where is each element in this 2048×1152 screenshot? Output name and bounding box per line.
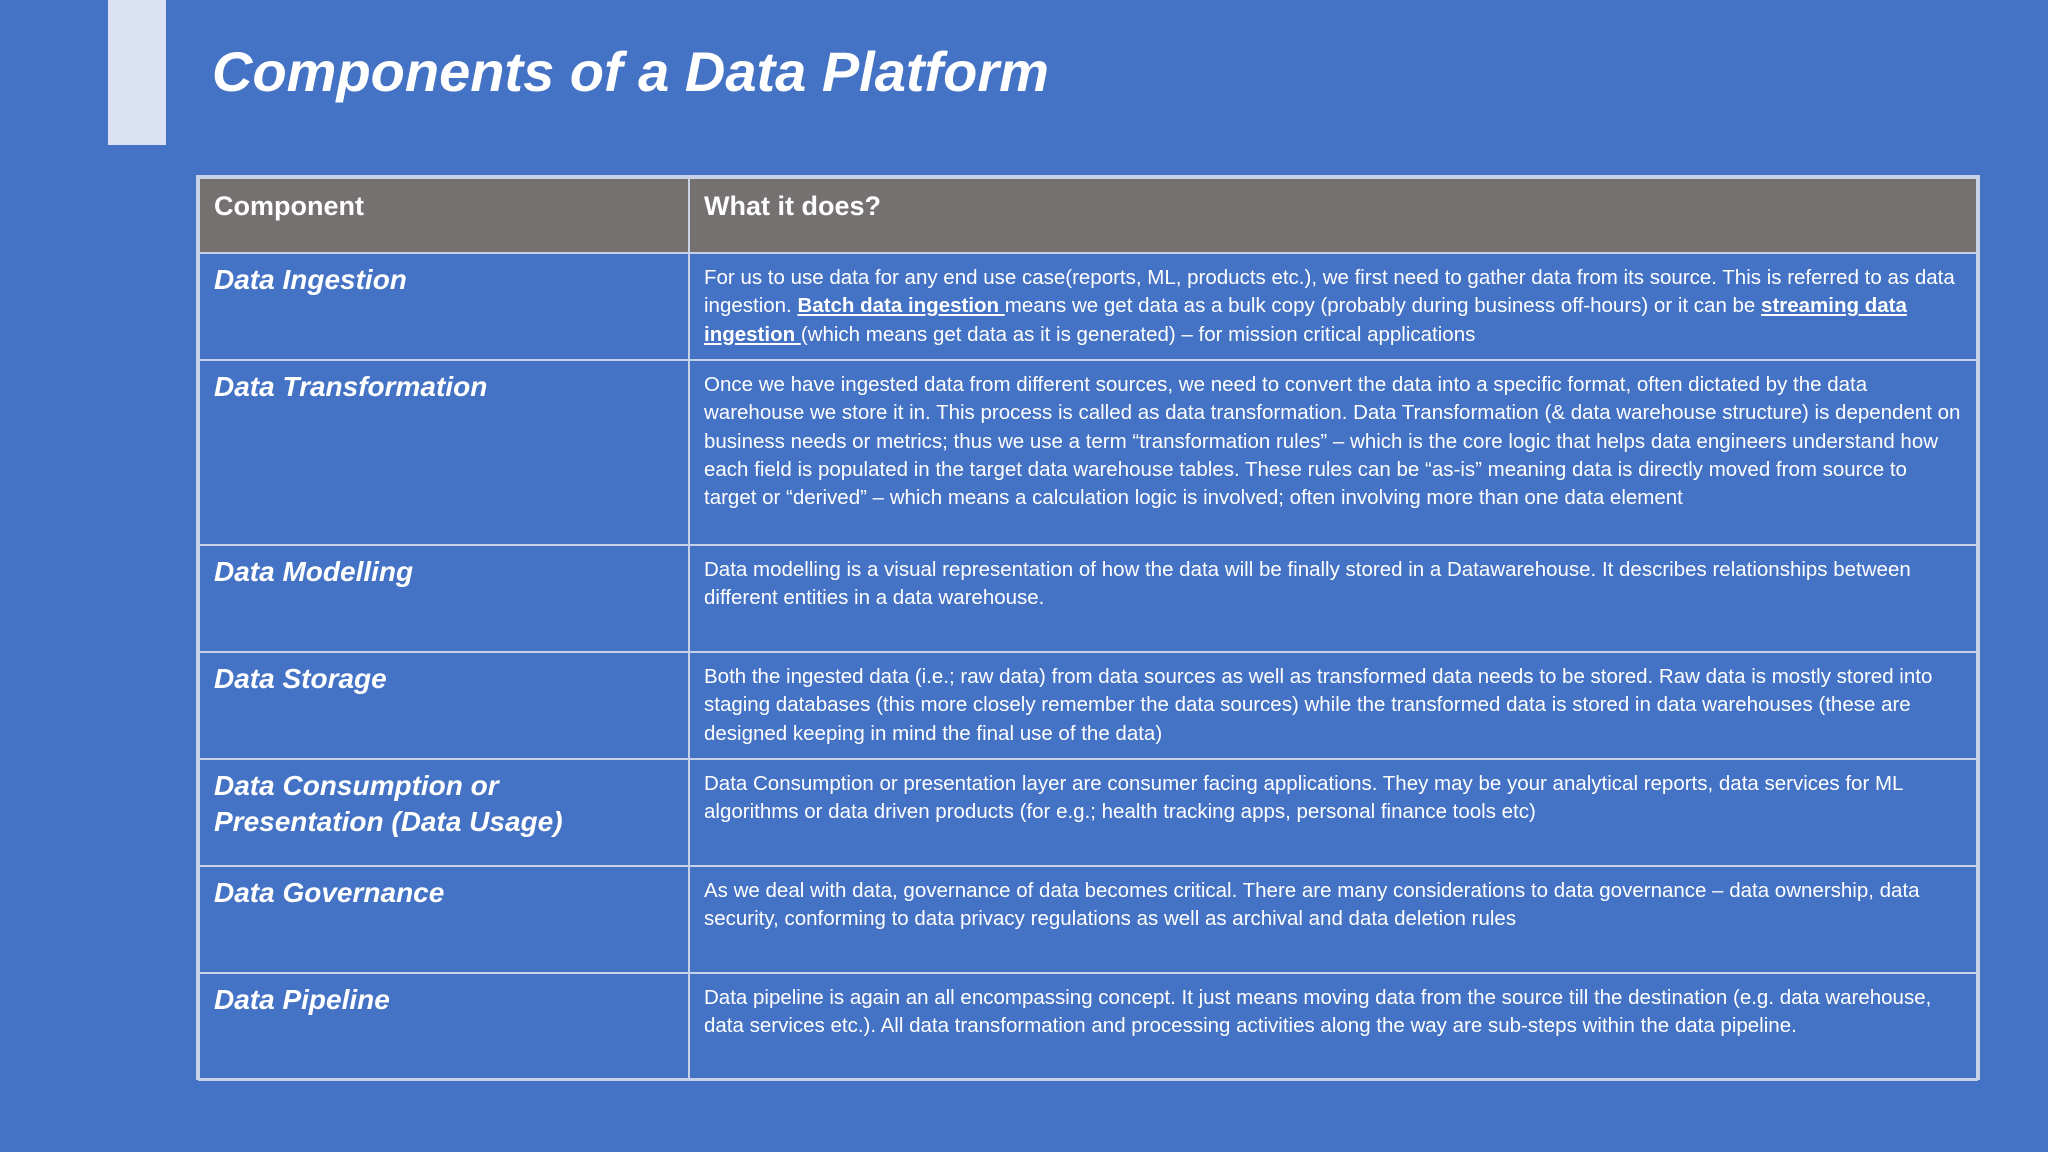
component-name: Data Consumption or Presentation (Data Usage)	[199, 759, 689, 866]
component-name: Data Ingestion	[199, 253, 689, 360]
component-name: Data Transformation	[199, 360, 689, 545]
slide-title: Components of a Data Platform	[212, 40, 1049, 103]
title-accent-bar	[108, 0, 166, 145]
component-description: Both the ingested data (i.e.; raw data) from data sources as well as transformed data needs to be stored. Raw data is mostly stored into staging databases (this more closely remember the data sources) while the transformed data is stored in data warehouses (these are designed keeping in mind the final use of the data)	[689, 652, 1977, 759]
header-what-it-does: What it does?	[689, 178, 1977, 253]
table-row	[199, 973, 1977, 1080]
component-name: Data Storage	[199, 652, 689, 759]
batch-ingestion-link[interactable]: Batch data ingestion	[797, 294, 1005, 318]
description-text: (which means get data as it is generated) – for mission critical applications	[800, 322, 1476, 346]
component-description: Data pipeline is again an all encompassing concept. It just means moving data from the source till the destination (e.g. data warehouse, data services etc.). All data transformation and processing activities along the way are sub-steps within the data pipeline.	[689, 973, 1977, 1080]
component-description: Data Consumption or presentation layer are consumer facing applications. They may be your analytical reports, data services for ML algorithms or data driven products (for e.g.; health tracking apps, personal finance tools etc)	[689, 759, 1977, 866]
component-name: Data Governance	[199, 866, 689, 973]
header-component: Component	[199, 178, 689, 253]
component-description	[689, 253, 1977, 360]
table-row	[199, 652, 1977, 759]
description-text: means we get data as a bulk copy (probably during business off-hours) or it can be	[1004, 294, 1762, 318]
component-name: Data Pipeline	[199, 973, 689, 1080]
table-header-row	[199, 178, 1977, 253]
table-row	[199, 253, 1977, 360]
component-name: Data Modelling	[199, 545, 689, 652]
components-table	[196, 175, 1980, 1080]
component-description: As we deal with data, governance of data becomes critical. There are many considerations to data governance – data ownership, data security, conforming to data privacy regulations as well as archival and data deletion rules	[689, 866, 1977, 973]
table-row	[199, 360, 1977, 545]
table-row	[199, 759, 1977, 866]
table-row	[199, 866, 1977, 973]
description-text: For us to use data for any end use case(reports, ML, products etc.), we first need to gather data from its source. This is referred to as data ingestion.	[704, 266, 1955, 318]
table-row	[199, 545, 1977, 652]
component-description: Data modelling is a visual representation of how the data will be finally stored in a Datawarehouse. It describes relationships between different entities in a data warehouse.	[689, 545, 1977, 652]
component-description: Once we have ingested data from different sources, we need to convert the data into a specific format, often dictated by the data warehouse we store it in. This process is called as data transformation. Data Transformation (& data warehouse structure) is dependent on business needs or metrics; thus we use a term “transformation rules” – which is the core logic that helps data engineers understand how each field is populated in the target data warehouse tables. These rules can be “as-is” meaning data is directly moved from source to target or “derived” – which means a calculation logic is involved; often involving more than one data element	[689, 360, 1977, 545]
streaming-ingestion-link[interactable]: streaming data ingestion	[704, 294, 1907, 346]
